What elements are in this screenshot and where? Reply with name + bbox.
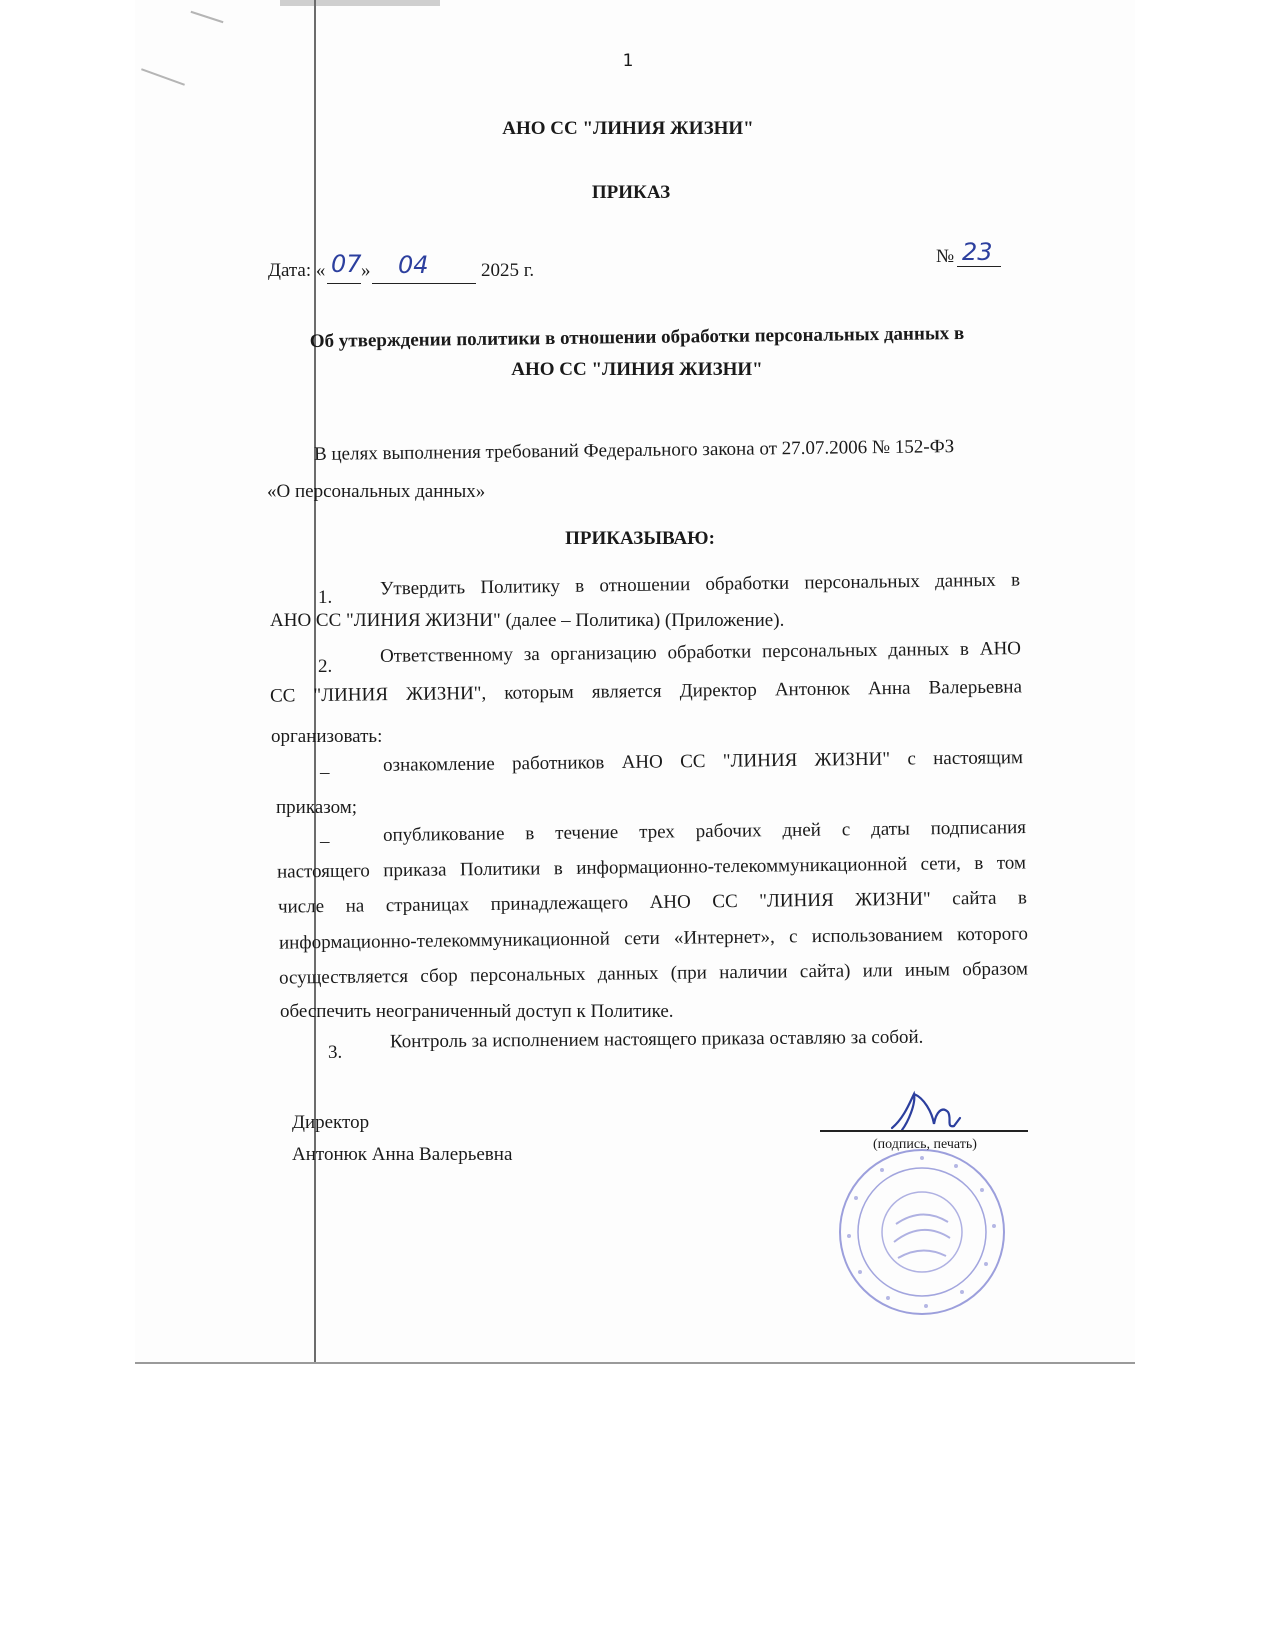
item-text: Контроль за исполнением настоящего приказа оставляю за собой.	[389, 1026, 924, 1053]
item-text: опубликование в течение трех рабочих дней с даты подписания	[382, 817, 1027, 846]
item-text: приказом;	[276, 797, 358, 818]
signer-position: Директор	[292, 1112, 370, 1133]
document-type: ПРИКАЗ	[591, 182, 671, 203]
item-text: осуществляется сбор персональных данных (при наличии сайта) или иным образом	[278, 958, 1029, 989]
preamble-line: «О персональных данных»	[267, 481, 486, 502]
order-directive: ПРИКАЗЫВАЮ:	[565, 528, 715, 549]
order-number-label: №	[936, 246, 955, 267]
signer-name: Антонюк Анна Валерьевна	[292, 1144, 513, 1165]
item-number: 2.	[318, 656, 333, 677]
preamble-line: В целях выполнения требований Федерального закона от 27.07.2006 № 152-ФЗ	[313, 436, 955, 465]
date-day-handwritten: 07	[331, 250, 362, 278]
item-number: 3.	[328, 1042, 343, 1063]
item-text: Утвердить Политику в отношении обработки персональных данных в	[379, 569, 1021, 600]
item-text: обеспечить неограниченный доступ к Политике.	[280, 1001, 674, 1022]
signature-line	[820, 1130, 1028, 1132]
date-year: 2025 г.	[481, 260, 535, 281]
item-text: числе на страницах принадлежащего АНО СС "ЛИНИЯ ЖИЗНИ" сайта в	[277, 887, 1028, 918]
list-dash: –	[320, 762, 330, 783]
item-text: организовать:	[271, 726, 383, 747]
organization-stamp	[836, 1146, 1008, 1318]
item-number: 1.	[318, 587, 333, 608]
document-title-org: АНО СС "ЛИНИЯ ЖИЗНИ"	[511, 359, 763, 380]
item-text: информационно-телекоммуникационной сети «Интернет», с использованием которого	[278, 923, 1029, 954]
date-month-underline	[372, 283, 476, 284]
date-month-handwritten: 04	[398, 251, 429, 279]
organization-header: АНО СС "ЛИНИЯ ЖИЗНИ"	[502, 118, 754, 139]
item-text: ознакомление работников АНО СС "ЛИНИЯ ЖИЗНИ" с настоящим	[382, 747, 1024, 776]
item-text: СС "ЛИНИЯ ЖИЗНИ", которым является Директор Антонюк Анна Валерьевна	[269, 676, 1023, 707]
date-day-underline	[327, 283, 361, 284]
list-dash: –	[320, 831, 330, 852]
scan-artifact	[280, 0, 440, 6]
page-number: 1	[622, 51, 634, 71]
item-text: Ответственному за организацию обработки персональных данных в АНО	[379, 638, 1022, 667]
date-label: Дата: «	[268, 260, 326, 281]
item-text: настоящего приказа Политики в информационно-телекоммуникационной сети, в том	[276, 852, 1027, 883]
item-text: АНО СС "ЛИНИЯ ЖИЗНИ" (далее – Политика) (Приложение).	[270, 610, 785, 631]
document-title: Об утверждении политики в отношении обработки персональных данных в	[309, 323, 965, 352]
order-number-handwritten: 23	[962, 238, 993, 266]
date-day-close: »	[361, 260, 371, 281]
signature-caption: (подпись, печать)	[873, 1137, 977, 1152]
order-number-underline	[957, 266, 1001, 267]
